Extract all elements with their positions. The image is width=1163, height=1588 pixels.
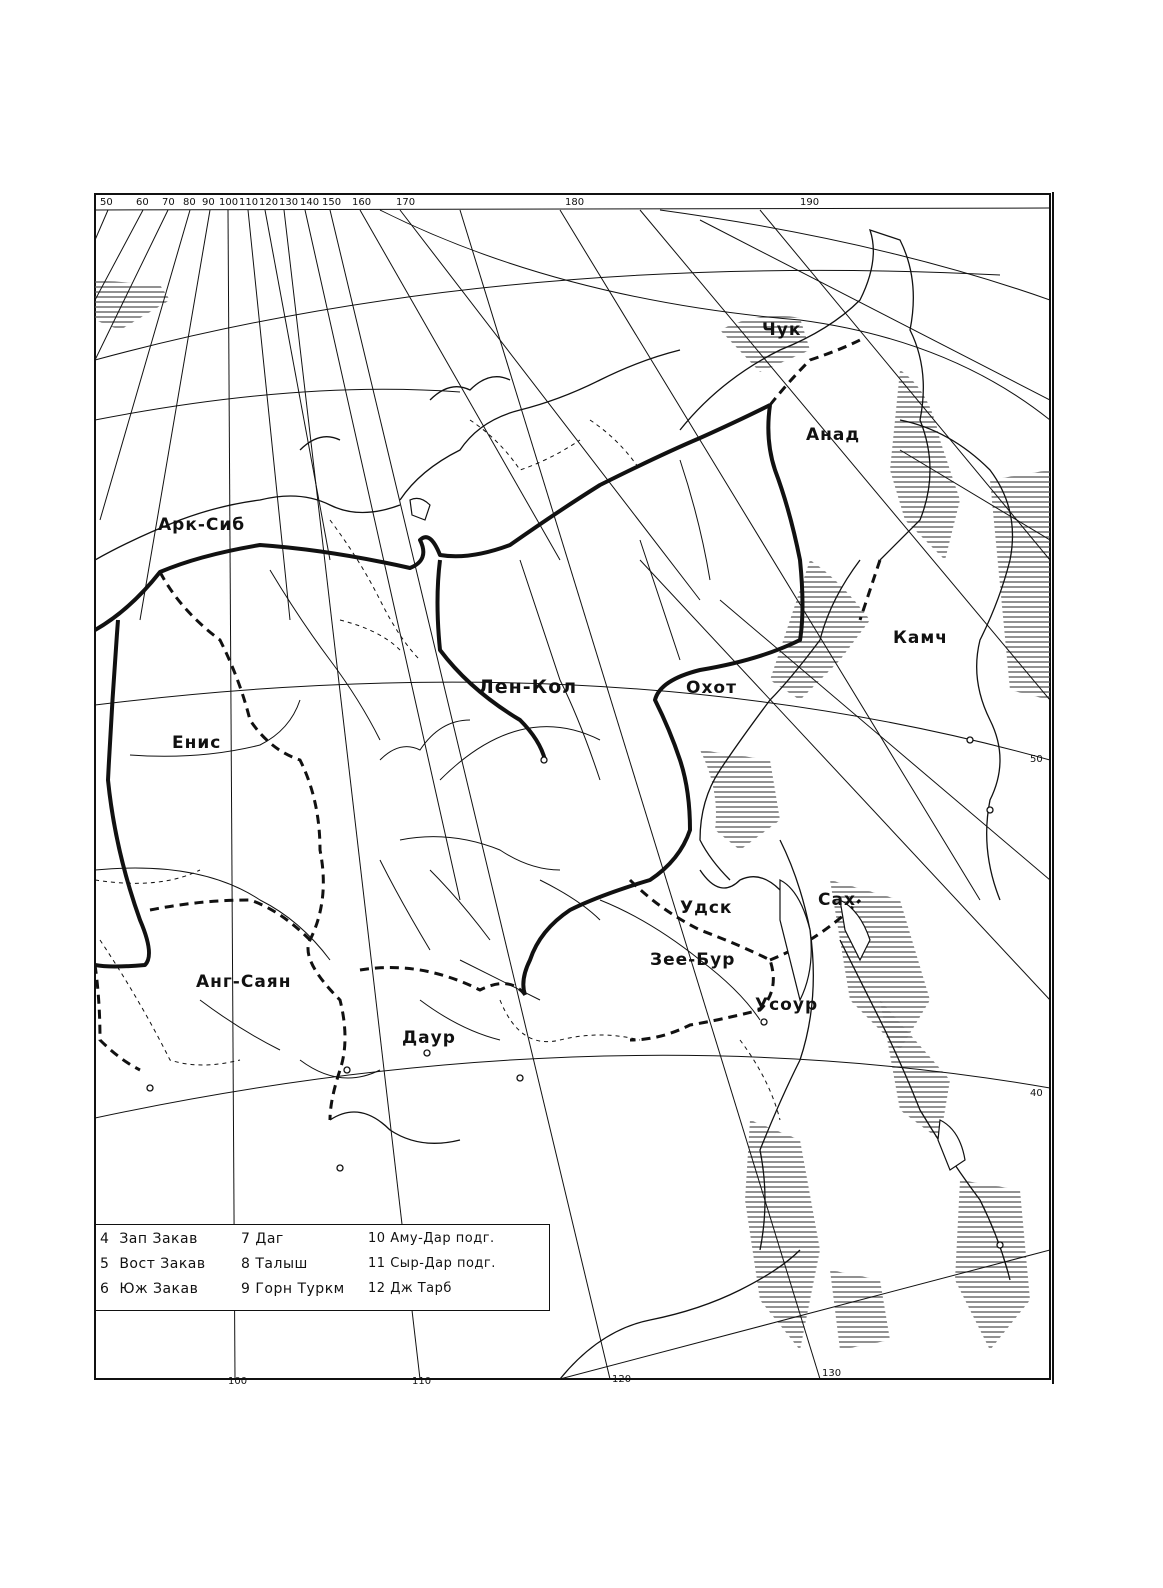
region-label-enis: Енис bbox=[172, 733, 222, 753]
parallel-label: 50 bbox=[1030, 754, 1043, 765]
meridian-label-bottom: 110 bbox=[412, 1376, 432, 1387]
region-label-zee-bur: Зее-Бур bbox=[650, 950, 736, 970]
meridian-label-top: 160 bbox=[352, 197, 372, 208]
region-label-ark-sib: Арк-Сиб bbox=[158, 515, 246, 535]
meridian-label-top: 120 bbox=[259, 197, 279, 208]
legend-item: 6 Юж Закав bbox=[100, 1281, 199, 1297]
meridian-label-top: 80 bbox=[183, 197, 196, 208]
region-label-udsk: Удск bbox=[680, 898, 733, 918]
region-label-len-kol: Лен-Кол bbox=[478, 676, 578, 698]
parallel-label: 40 bbox=[1030, 1088, 1043, 1099]
meridian-label-top: 140 bbox=[300, 197, 320, 208]
meridian-label-top: 180 bbox=[565, 197, 585, 208]
legend-item: 4 Зап Закав bbox=[100, 1231, 198, 1247]
meridian-label-bottom: 120 bbox=[612, 1374, 632, 1385]
legend-item: 7 Даг bbox=[241, 1231, 284, 1247]
meridian-label-top: 150 bbox=[322, 197, 342, 208]
meridian-label-bottom: 130 bbox=[822, 1368, 842, 1379]
meridian-label-top: 130 bbox=[279, 197, 299, 208]
legend-item: 10 Аму-Дар подг. bbox=[368, 1231, 495, 1246]
meridian-label-top: 70 bbox=[162, 197, 175, 208]
meridian-label-top: 100 bbox=[219, 197, 239, 208]
coastlines bbox=[95, 230, 1013, 1379]
legend-item: 11 Сыр-Дар подг. bbox=[368, 1256, 496, 1271]
meridian-label-bottom: 100 bbox=[228, 1376, 248, 1387]
region-label-ang-sayan: Анг-Саян bbox=[196, 972, 292, 992]
legend-item: 12 Дж Тарб bbox=[368, 1281, 452, 1296]
meridian-label-top: 60 bbox=[136, 197, 149, 208]
legend-item: 8 Талыш bbox=[241, 1256, 308, 1272]
meridian-label-top: 110 bbox=[239, 197, 259, 208]
legend-item: 5 Вост Закав bbox=[100, 1256, 206, 1272]
legend-box bbox=[95, 1224, 550, 1311]
map-border bbox=[95, 194, 1050, 1379]
region-label-okhot: Охот bbox=[686, 678, 737, 698]
meridian-label-top: 190 bbox=[800, 197, 820, 208]
meridian-label-top: 90 bbox=[202, 197, 215, 208]
legend-item: 9 Горн Туркм bbox=[241, 1281, 345, 1297]
top-scale-line bbox=[95, 208, 1050, 210]
region-label-anad: Анад bbox=[806, 425, 861, 445]
meridian-label-top: 170 bbox=[396, 197, 416, 208]
rivers bbox=[95, 460, 760, 1078]
region-label-chuk: Чук bbox=[762, 320, 802, 340]
region-label-usour: Усоур bbox=[755, 995, 819, 1015]
region-label-sakh: Сах bbox=[818, 890, 856, 910]
sea-hatching bbox=[95, 280, 1050, 1350]
region-label-daur: Даур bbox=[402, 1028, 456, 1048]
meridian-label-top: 50 bbox=[100, 197, 113, 208]
region-label-kamch: Камч bbox=[893, 628, 948, 648]
